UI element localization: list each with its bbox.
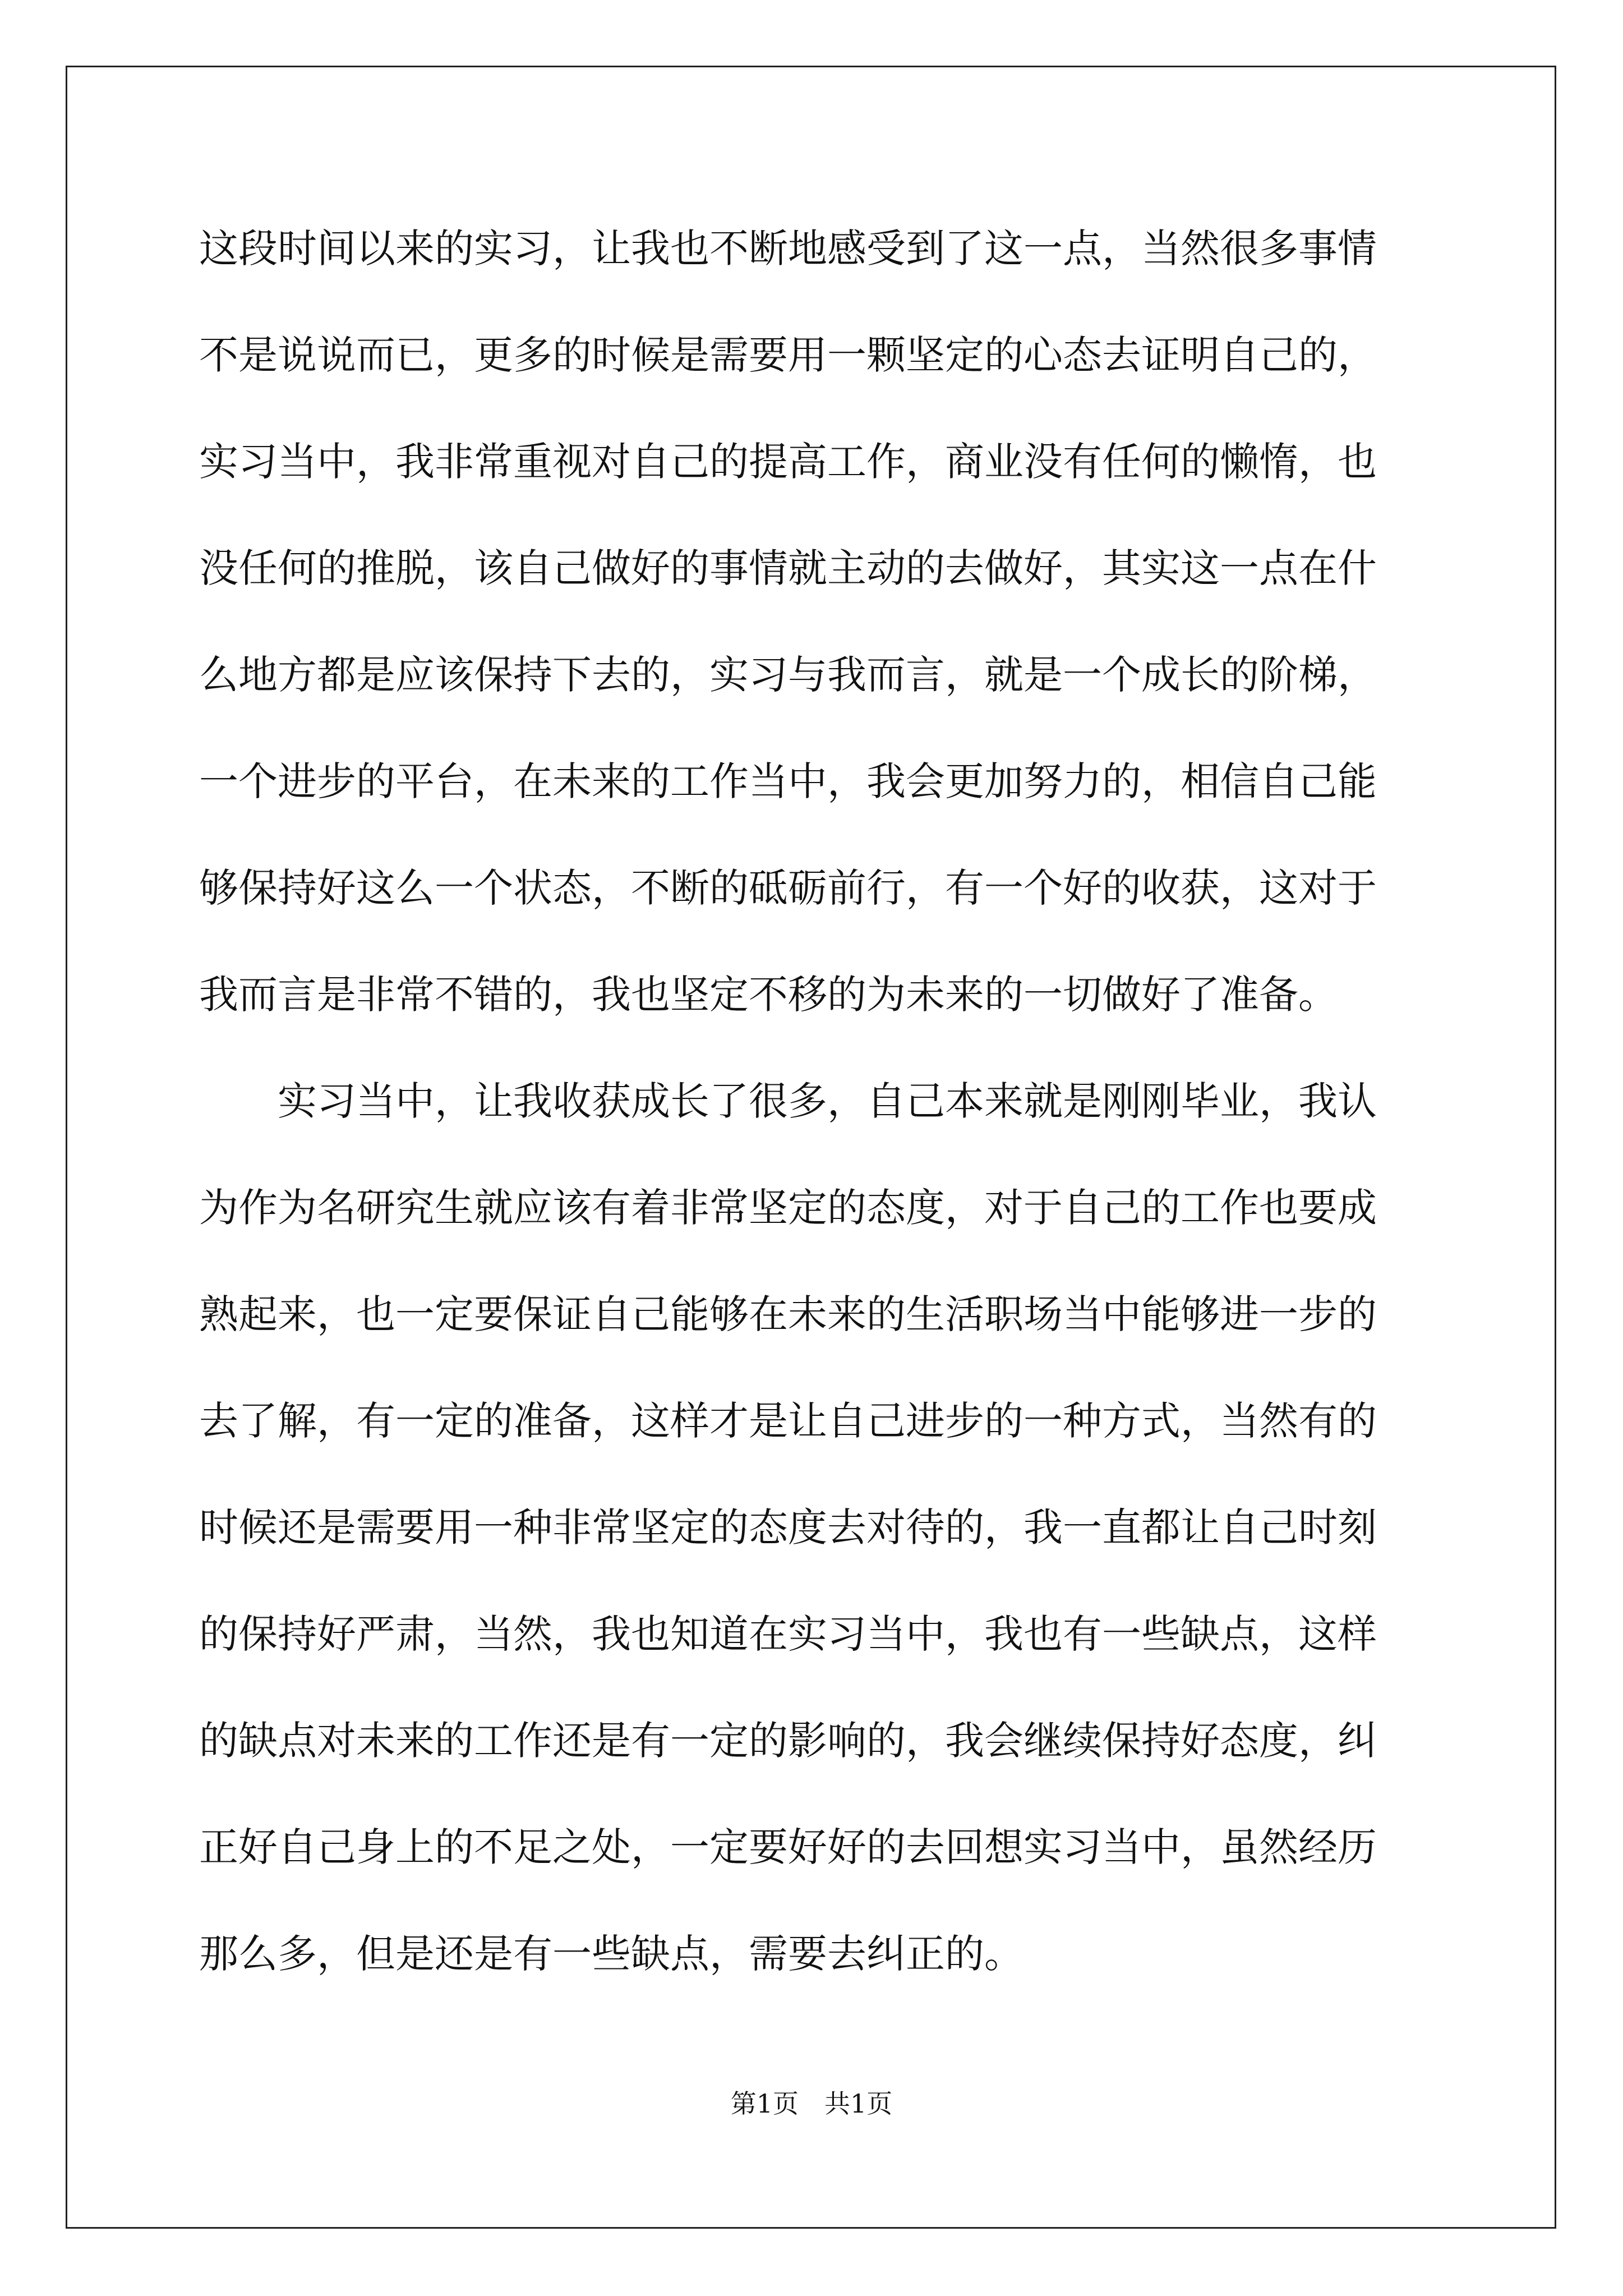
- paragraph-line: 这段时间以来的实习，让我也不断地感受到了这一点，当然很多事情: [199, 226, 1377, 272]
- paragraph-line: 的缺点对未来的工作还是有一定的影响的，我会继续保持好态度，纠: [199, 1718, 1377, 1764]
- paragraph-line: 为作为名研究生就应该有着非常坚定的态度，对于自己的工作也要成: [199, 1185, 1377, 1231]
- paragraph-line: 熟起来，也一定要保证自己能够在未来的生活职场当中能够进一步的: [199, 1291, 1377, 1337]
- paragraph-line: 实习当中，让我收获成长了很多，自己本来就是刚刚毕业，我认: [278, 1078, 1377, 1124]
- page-footer: 第1页 共1页: [730, 2088, 893, 2119]
- paragraph-line: 时候还是需要用一种非常坚定的态度去对待的，我一直都让自己时刻: [199, 1504, 1377, 1550]
- paragraph-line: 那么多，但是还是有一些缺点，需要去纠正的。: [199, 1931, 1023, 1977]
- paragraph-line: 么地方都是应该保持下去的，实习与我而言，就是一个成长的阶梯，: [199, 652, 1377, 698]
- paragraph-line: 我而言是非常不错的，我也坚定不移的为未来的一切做好了准备。: [199, 972, 1338, 1018]
- paragraph-line: 的保持好严肃，当然，我也知道在实习当中，我也有一些缺点，这样: [199, 1611, 1377, 1657]
- paragraph-line: 够保持好这么一个状态，不断的砥砺前行，有一个好的收获，这对于: [199, 865, 1377, 911]
- paragraph-line: 去了解，有一定的准备，这样才是让自己进步的一种方式，当然有的: [199, 1398, 1377, 1444]
- paragraph-line: 正好自己身上的不足之处，一定要好好的去回想实习当中，虽然经历: [199, 1824, 1377, 1870]
- paragraph-line: 实习当中，我非常重视对自己的提高工作，商业没有任何的懒惰，也: [199, 439, 1377, 485]
- page-border: [66, 66, 1556, 2229]
- paragraph-line: 没任何的推脱，该自己做好的事情就主动的去做好，其实这一点在什: [199, 545, 1377, 591]
- paragraph-line: 一个进步的平台，在未来的工作当中，我会更加努力的，相信自己能: [199, 758, 1377, 804]
- paragraph-line: 不是说说而已，更多的时候是需要用一颗坚定的心态去证明自己的，: [199, 332, 1377, 378]
